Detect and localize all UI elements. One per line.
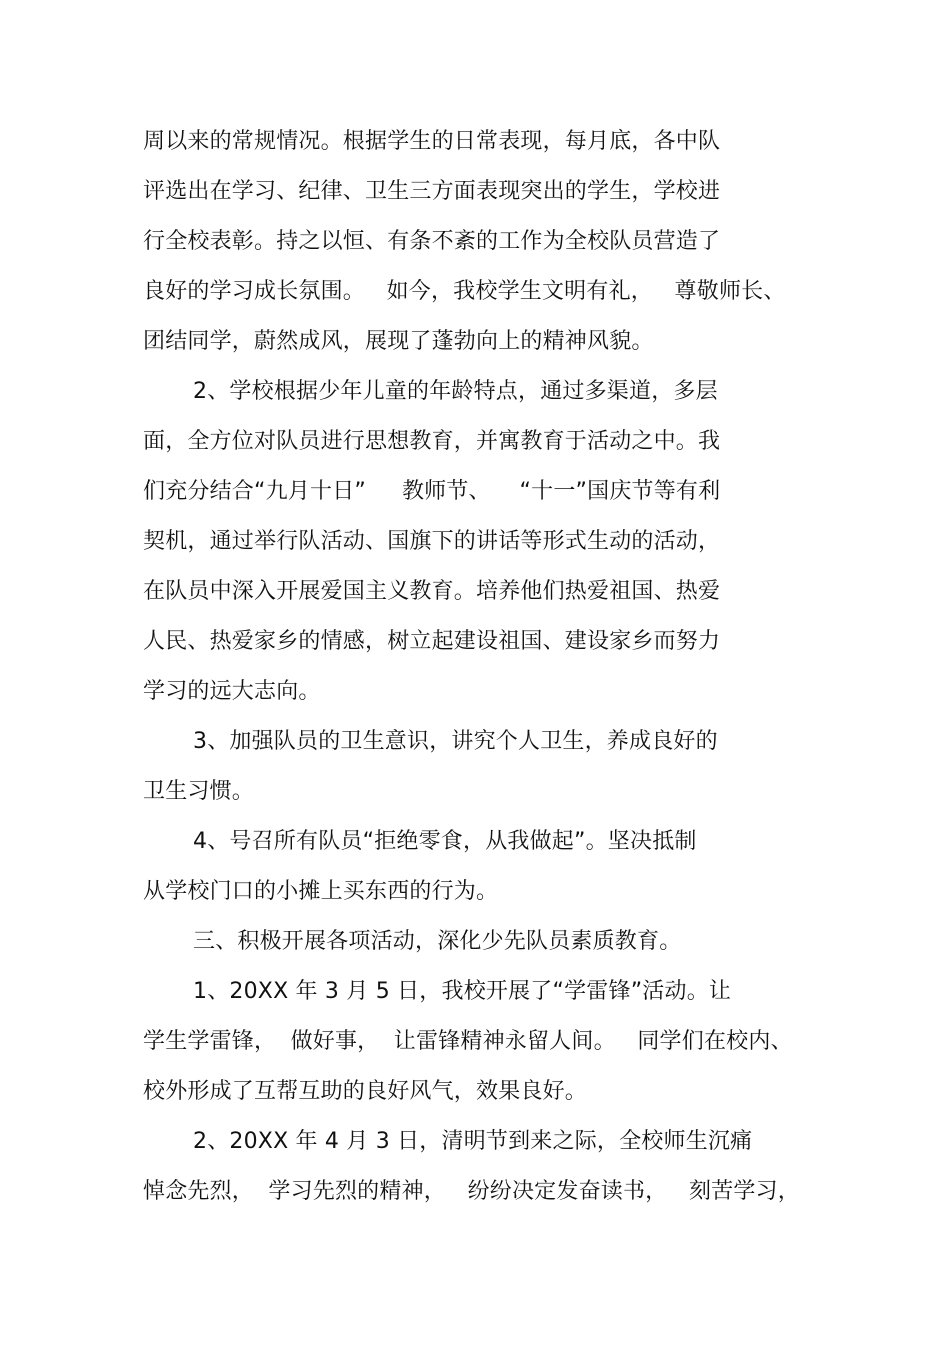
paragraph-start-line: 4、号召所有队员“拒绝零食，从我做起”。坚决抵制 (193, 829, 697, 854)
text-line: 团结同学，蔚然成风，展现了蓬勃向上的精神风貌。 (143, 329, 654, 354)
paragraph-start-line: 1、20XX 年 3 月 5 日，我校开展了“学雷锋”活动。让 (193, 979, 732, 1004)
paragraph-start-line: 3、加强队员的卫生意识，讲究个人卫生，养成良好的 (193, 729, 718, 754)
text-line: 人民、热爱家乡的情感，树立起建设祖国、建设家乡而努力 (143, 629, 721, 654)
text-line: 学习的远大志向。 (143, 679, 321, 704)
paragraph-start-line: 2、学校根据少年儿童的年龄特点，通过多渠道，多层 (193, 379, 718, 404)
text-line: 校外形成了互帮互助的良好风气，效果良好。 (143, 1079, 588, 1104)
text-line: 悼念先烈， 学习先烈的精神， 纷纷决定发奋读书， 刻苦学习， (143, 1179, 800, 1204)
section-heading: 三、积极开展各项活动，深化少先队员素质教育。 (193, 929, 682, 954)
text-line: 良好的学习成长氛围。 如今，我校学生文明有礼， 尊敬师长、 (143, 279, 786, 304)
text-line: 面，全方位对队员进行思想教育，并寓教育于活动之中。我 (143, 429, 721, 454)
text-line: 学生学雷锋， 做好事， 让雷锋精神永留人间。 同学们在校内、 (143, 1029, 793, 1054)
text-line: 评选出在学习、纪律、卫生三方面表现突出的学生，学校进 (143, 179, 721, 204)
text-line: 们充分结合“九月十日” 教师节、 “十一”国庆节等有利 (143, 479, 721, 504)
paragraph-start-line: 2、20XX 年 4 月 3 日，清明节到来之际，全校师生沉痛 (193, 1129, 753, 1154)
text-line: 卫生习惯。 (143, 779, 255, 804)
text-line: 从学校门口的小摊上买东西的行为。 (143, 879, 499, 904)
text-line: 契机，通过举行队活动、国旗下的讲话等形式生动的活动， (143, 529, 721, 554)
text-line: 在队员中深入开展爱国主义教育。培养他们热爱祖国、热爱 (143, 579, 721, 604)
text-line: 行全校表彰。持之以恒、有条不紊的工作为全校队员营造了 (143, 229, 721, 254)
text-line: 周以来的常规情况。根据学生的日常表现，每月底，各中队 (143, 129, 721, 154)
